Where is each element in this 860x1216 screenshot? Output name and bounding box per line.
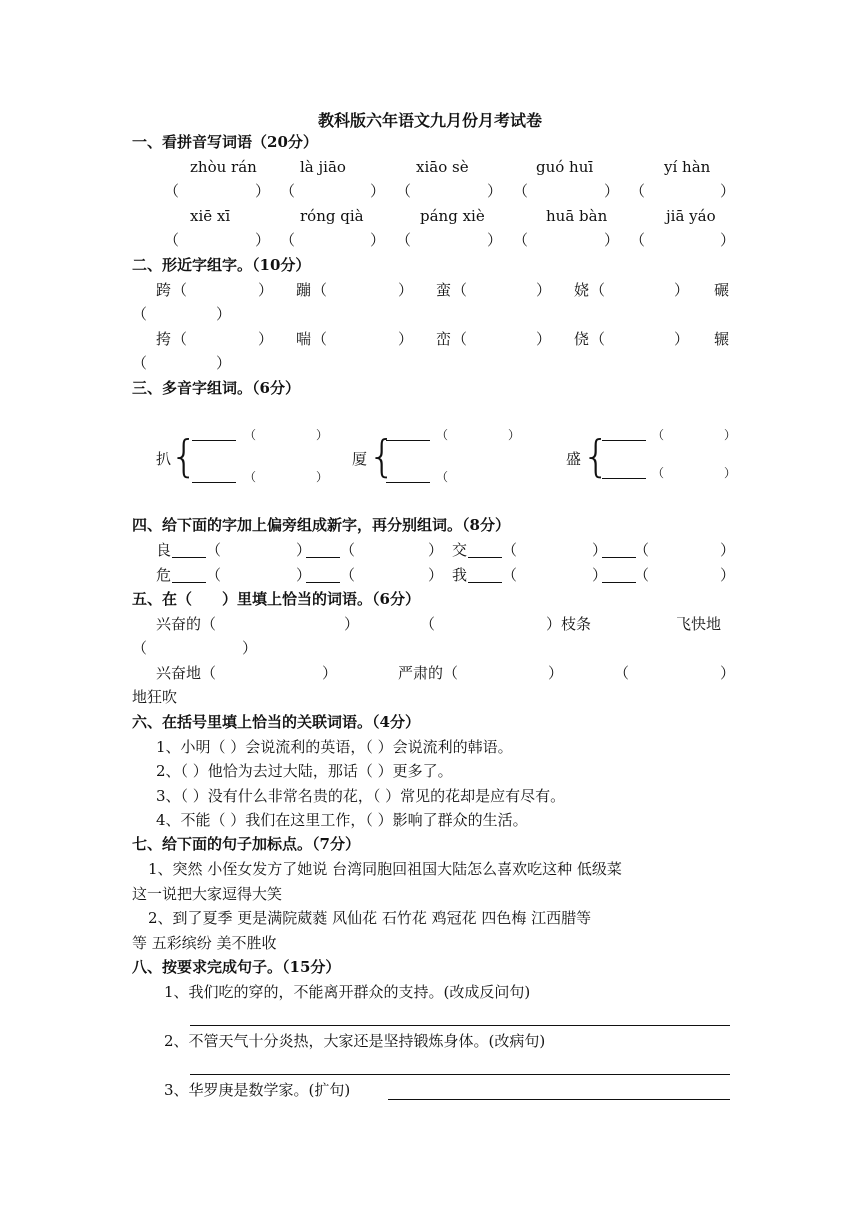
radical-char-3: 危	[156, 566, 172, 584]
bracket-open: （	[630, 182, 646, 200]
polyphone-char-3: 盛	[566, 450, 582, 468]
bracket-open: （	[502, 566, 518, 584]
bracket-open: （	[452, 281, 468, 299]
char-4: 娆	[574, 281, 590, 299]
section-5-heading: 五、在（ ）里填上恰当的词语。（6分）	[132, 590, 420, 608]
bracket-open: （	[436, 470, 449, 484]
answer-line-3[interactable]	[388, 1099, 730, 1100]
fill-text: （	[614, 664, 630, 682]
punctuation-item-2-cont: 等 五彩缤纷 美不胜收	[132, 934, 277, 952]
bracket-close: ）	[604, 182, 620, 200]
bracket-close: ）	[604, 231, 620, 249]
char-6: 挎	[156, 330, 172, 348]
bracket-open: （	[312, 281, 328, 299]
section-4-heading: 四、给下面的字加上偏旁组成新字，再分别组词。（8分）	[132, 516, 510, 534]
bracket-open: （	[164, 182, 180, 200]
char-7: 喘	[296, 330, 312, 348]
char-9: 侥	[574, 330, 590, 348]
bracket-open: （	[652, 428, 665, 442]
bracket-close: ）	[536, 281, 552, 299]
fill-text: 兴奋地（	[156, 664, 217, 682]
bracket-open: （	[513, 231, 529, 249]
pinyin-1: zhòu rán	[190, 158, 257, 176]
bracket-close: ）	[724, 466, 737, 480]
answer-line-1[interactable]	[190, 1025, 730, 1026]
answer-line-2[interactable]	[190, 1074, 730, 1075]
bracket-close: ）	[316, 470, 329, 484]
section-1-heading: 一、看拼音写词语（20分）	[132, 133, 318, 151]
pinyin-9: huā bàn	[546, 207, 608, 225]
bracket-open: （	[340, 566, 356, 584]
fill-text: 兴奋的（	[156, 615, 217, 633]
bracket-close: ）	[255, 182, 271, 200]
blank-line[interactable]	[386, 482, 430, 483]
fill-text: 地狂吹	[132, 688, 178, 706]
fill-text: 飞快地	[676, 615, 722, 633]
conjunction-item-2: 2、（ ）他恰为去过大陆，那话（ ）更多了。	[156, 762, 453, 780]
conjunction-item-3: 3、（ ）没有什么非常名贵的花，（ ）常见的花却是应有尽有。	[156, 787, 566, 805]
bracket-close: ）	[428, 541, 444, 559]
bracket-close: ）	[508, 428, 521, 442]
bracket-close: ）	[674, 281, 690, 299]
bracket-close: ）	[258, 281, 274, 299]
bracket-close: ）	[370, 182, 386, 200]
bracket-open: （	[452, 330, 468, 348]
blank-line[interactable]	[192, 440, 236, 441]
bracket-close: ）	[487, 182, 503, 200]
bracket-close: ）	[255, 231, 271, 249]
blank-line[interactable]	[172, 557, 206, 558]
bracket-open: （	[502, 541, 518, 559]
bracket-close: ）	[398, 330, 414, 348]
blank-line[interactable]	[172, 582, 206, 583]
rewrite-question-2: 2、不管天气十分炎热，大家还是坚持锻炼身体。(改病句)	[164, 1032, 546, 1050]
bracket-close: ）	[592, 566, 608, 584]
bracket-open: （	[132, 305, 148, 323]
pinyin-6: xiē xī	[190, 207, 231, 225]
bracket-close: ）	[216, 354, 232, 372]
pinyin-7: róng qià	[300, 207, 364, 225]
bracket-close: ）	[724, 428, 737, 442]
brace-icon: {	[170, 431, 198, 482]
section-2-heading: 二、形近字组字。（10分）	[132, 256, 311, 274]
fill-text: （	[420, 615, 436, 633]
bracket-close: ）	[487, 231, 503, 249]
bracket-close: ）	[536, 330, 552, 348]
bracket-close: ）	[674, 330, 690, 348]
bracket-open: （	[312, 330, 328, 348]
bracket-open: （	[132, 354, 148, 372]
bracket-open: （	[244, 428, 257, 442]
bracket-open: （	[590, 330, 606, 348]
fill-text: ）	[344, 615, 360, 633]
punctuation-item-1: 1、突然 小侄女发方了她说 台湾同胞回祖国大陆怎么喜欢吃这种 低级菜	[148, 860, 622, 878]
fill-text: ）	[720, 664, 736, 682]
bracket-close: ）	[428, 566, 444, 584]
fill-text: ）	[548, 664, 564, 682]
blank-line[interactable]	[602, 478, 646, 479]
blank-line[interactable]	[602, 440, 646, 441]
blank-line[interactable]	[468, 582, 502, 583]
fill-text: 严肃的（	[398, 664, 459, 682]
bracket-open: （	[396, 231, 412, 249]
pinyin-4: guó huī	[536, 158, 594, 176]
radical-char-2: 交	[452, 541, 468, 559]
blank-line[interactable]	[468, 557, 502, 558]
blank-line[interactable]	[602, 582, 636, 583]
section-3-heading: 三、多音字组词。（6分）	[132, 379, 300, 397]
char-3: 蛮	[436, 281, 452, 299]
bracket-open: （	[652, 466, 665, 480]
conjunction-item-4: 4、不能（ ）我们在这里工作，（ ）影响了群众的生活。	[156, 811, 528, 829]
radical-char-1: 良	[156, 541, 172, 559]
fill-text: ）	[242, 639, 258, 657]
brace-icon: {	[582, 431, 610, 482]
pinyin-2: là jiāo	[300, 158, 346, 176]
bracket-close: ）	[258, 330, 274, 348]
bracket-close: ）	[592, 541, 608, 559]
bracket-open: （	[280, 182, 296, 200]
bracket-close: ）	[216, 305, 232, 323]
blank-line[interactable]	[602, 557, 636, 558]
blank-line[interactable]	[192, 482, 236, 483]
bracket-open: （	[172, 281, 188, 299]
rewrite-question-1: 1、我们吃的穿的，不能离开群众的支持。(改成反问句)	[164, 983, 531, 1001]
polyphone-char-2: 厦	[352, 450, 368, 468]
bracket-close: ）	[720, 182, 736, 200]
blank-line[interactable]	[306, 557, 340, 558]
section-8-heading: 八、按要求完成句子。（15分）	[132, 958, 341, 976]
bracket-open: （	[634, 541, 650, 559]
bracket-close: ）	[296, 541, 312, 559]
bracket-close: ）	[720, 541, 736, 559]
bracket-open: （	[590, 281, 606, 299]
section-7-heading: 七、给下面的句子加标点。（7分）	[132, 835, 360, 853]
bracket-open: （	[206, 566, 222, 584]
bracket-open: （	[396, 182, 412, 200]
pinyin-3: xiāo sè	[416, 158, 469, 176]
char-1: 跨	[156, 281, 172, 299]
bracket-close: ）	[316, 428, 329, 442]
bracket-open: （	[630, 231, 646, 249]
bracket-open: （	[340, 541, 356, 559]
polyphone-char-1: 扒	[156, 450, 172, 468]
pinyin-5: yí hàn	[664, 158, 711, 176]
page-title: 教科版六年语文九月份月考试卷	[317, 111, 542, 130]
pinyin-8: páng xiè	[420, 207, 485, 225]
punctuation-item-2: 2、到了夏季 更是满院葳蕤 风仙花 石竹花 鸡冠花 四色梅 江西腊等	[148, 909, 592, 927]
bracket-close: ）	[398, 281, 414, 299]
bracket-close: ）	[296, 566, 312, 584]
char-2: 蹦	[296, 281, 312, 299]
punctuation-item-1-cont: 这一说把大家逗得大笑	[132, 885, 283, 903]
rewrite-question-3: 3、华罗庚是数学家。(扩句)	[164, 1081, 351, 1099]
blank-line[interactable]	[306, 582, 340, 583]
char-8: 峦	[436, 330, 452, 348]
bracket-close: ）	[370, 231, 386, 249]
brace-icon: {	[368, 431, 396, 482]
bracket-close: ）	[720, 566, 736, 584]
radical-char-4: 我	[452, 566, 468, 584]
pinyin-10: jiā yáo	[666, 207, 716, 225]
bracket-open: （	[280, 231, 296, 249]
fill-text: ）	[322, 664, 338, 682]
char-5: 碾	[714, 281, 730, 299]
bracket-open: （	[513, 182, 529, 200]
bracket-open: （	[634, 566, 650, 584]
conjunction-item-1: 1、小明（ ）会说流利的英语，（ ）会说流利的韩语。	[156, 738, 513, 756]
bracket-open: （	[244, 470, 257, 484]
bracket-open: （	[164, 231, 180, 249]
bracket-open: （	[436, 428, 449, 442]
bracket-close: ）	[720, 231, 736, 249]
bracket-open: （	[206, 541, 222, 559]
fill-text: （	[132, 639, 148, 657]
bracket-open: （	[172, 330, 188, 348]
fill-text: ）枝条	[546, 615, 592, 633]
char-10: 辗	[714, 330, 730, 348]
section-6-heading: 六、在括号里填上恰当的关联词语。（4分）	[132, 713, 420, 731]
blank-line[interactable]	[386, 440, 430, 441]
